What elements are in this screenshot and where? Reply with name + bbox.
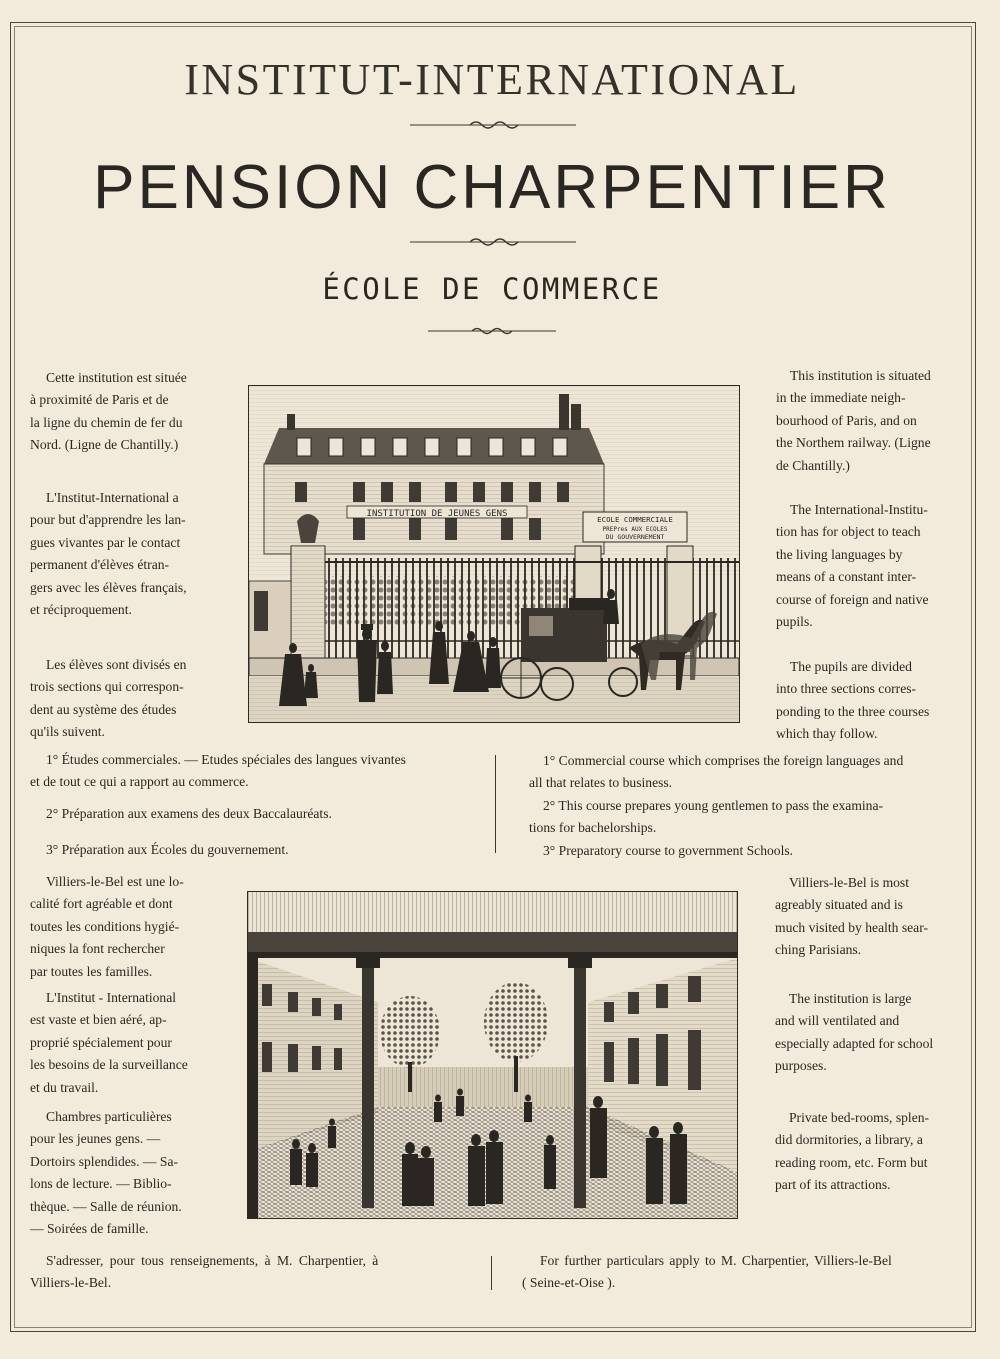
- ornament-rule-1: [410, 118, 576, 132]
- line: est vaste et bien aéré, ap-: [30, 1012, 167, 1028]
- line: agreably situated and is: [775, 897, 903, 913]
- left-rooms-text: [30, 1106, 212, 1240]
- line: and will ventilated and: [775, 1013, 900, 1029]
- contact-english: [522, 1250, 958, 1295]
- line: par toutes les familles.: [30, 963, 153, 979]
- line: tion has for object to teach: [776, 524, 921, 540]
- line: L'Institut-International a: [46, 490, 179, 505]
- engraving-building-facade: [248, 385, 740, 723]
- line: The institution is large: [789, 991, 912, 1006]
- right-purpose-text: [776, 499, 958, 633]
- line: bourhood of Paris, and on: [776, 412, 917, 428]
- sign-right-line-2: PREPres AUX ECOLES: [602, 526, 668, 533]
- ornament-rule-2: [410, 235, 576, 249]
- line: lons de lecture. — Biblio-: [30, 1176, 172, 1192]
- contact-french: [30, 1250, 460, 1295]
- line: trois sections qui correspon-: [30, 679, 184, 695]
- course-fr-1-line-2: et de tout ce qui a rapport au commerce.: [30, 774, 249, 790]
- course-fr-3: 3° Préparation aux Écoles du gouvernement.: [46, 842, 289, 858]
- subtitle: ÉCOLE DE COMMERCE: [322, 272, 662, 306]
- course-en-1-line-1: 1° Commercial course which comprises the foreign languages and: [543, 753, 904, 768]
- right-villiers-text: [775, 872, 957, 962]
- title-top: INSTITUT-INTERNATIONAL: [184, 55, 800, 104]
- contact-fr-line-1: S'adresser, pour tous renseignements, à M. Charpentier, à: [46, 1253, 379, 1268]
- line: Cette institution est située: [46, 370, 187, 385]
- line: et réciproquement.: [30, 602, 132, 618]
- left-building-text: [30, 987, 212, 1099]
- contact-divider: [491, 1256, 492, 1290]
- sign-right-line-3: DU GOUVERNEMENT: [605, 533, 665, 541]
- line: proprié spécialement pour: [30, 1034, 172, 1050]
- line: which thay follow.: [776, 726, 878, 742]
- line: — Soirées de famille.: [30, 1221, 149, 1237]
- line: especially adapted for school: [775, 1035, 934, 1051]
- line: calité fort agréable et dont: [30, 896, 173, 912]
- course-fr-1-line-1: 1° Études commerciales. — Etudes spéciales des langues vivantes: [46, 752, 406, 767]
- right-rooms-text: [775, 1107, 957, 1197]
- line: much visited by health sear-: [775, 919, 928, 935]
- line: Dortoirs splendides. — Sa-: [30, 1153, 179, 1169]
- line: permanent d'élèves étran-: [30, 557, 170, 573]
- line: thèque. — Salle de réunion.: [30, 1198, 182, 1214]
- line: pupils.: [776, 614, 813, 630]
- line: Villiers-le-Bel is most: [789, 875, 910, 890]
- line: Les élèves sont divisés en: [46, 657, 187, 672]
- sign-right-line-1: ECOLE COMMERCIALE: [597, 515, 673, 524]
- right-building-text: [775, 988, 957, 1078]
- line: The International-Institu-: [790, 502, 928, 517]
- right-location-text: [776, 365, 958, 477]
- line: the living languages by: [776, 546, 903, 562]
- line: Nord. (Ligne de Chantilly.): [30, 437, 179, 453]
- line: means of a constant inter-: [776, 569, 917, 585]
- courses-french: [30, 749, 470, 862]
- line: reading room, etc. Form but: [775, 1154, 928, 1170]
- course-fr-2: 2° Préparation aux examens des deux Baccalauréats.: [46, 805, 332, 821]
- line: did dormitories, a library, a: [775, 1132, 923, 1148]
- right-sections-text: [776, 656, 958, 746]
- left-location-text: [30, 367, 212, 457]
- engraving-building-svg: [249, 386, 739, 722]
- line: les besoins de la surveillance: [30, 1057, 188, 1073]
- line: Villiers-le-Bel est une lo-: [46, 874, 184, 889]
- line: toutes les conditions hygié-: [30, 918, 180, 934]
- line: in the immediate neigh-: [776, 390, 906, 406]
- line: ponding to the three courses: [776, 703, 930, 719]
- course-en-1-line-2: all that relates to business.: [529, 775, 673, 791]
- line: the Northem railway. (Ligne: [776, 435, 931, 451]
- line: qu'ils suivent.: [30, 724, 105, 740]
- line: part of its attractions.: [775, 1177, 891, 1193]
- left-purpose-text: [30, 487, 212, 621]
- course-en-3: 3° Preparatory course to government Schools.: [543, 842, 794, 858]
- sign-left-text: INSTITUTION DE JEUNES GENS: [366, 509, 508, 519]
- course-en-2-line-1: 2° This course prepares young gentlemen to pass the examina-: [543, 797, 884, 813]
- line: pour but d'apprendre les lan-: [30, 512, 186, 528]
- line: la ligne du chemin de fer du: [30, 414, 183, 430]
- line: purposes.: [775, 1058, 827, 1074]
- line: gers avec les élèves français,: [30, 579, 187, 595]
- line: course of foreign and native: [776, 591, 929, 607]
- course-divider: [495, 755, 496, 853]
- line: into three sections corres-: [776, 681, 917, 697]
- ornament-rule-3: [428, 324, 556, 338]
- left-villiers-text: [30, 871, 212, 983]
- line: dent au système des études: [30, 701, 177, 717]
- courses-english: [529, 750, 957, 862]
- line: gues vivantes par le contact: [30, 534, 181, 550]
- line: niques la font rechercher: [30, 941, 165, 957]
- line: L'Institut - International: [46, 990, 177, 1005]
- course-en-2-line-2: tions for bachelorships.: [529, 820, 657, 836]
- line: This institution is situated: [790, 368, 931, 383]
- line: et du travail.: [30, 1079, 99, 1095]
- line: à proximité de Paris et de: [30, 392, 169, 408]
- left-sections-text: [30, 654, 212, 744]
- line: The pupils are divided: [790, 659, 912, 674]
- line: ching Parisians.: [775, 942, 862, 958]
- contact-fr-line-2: Villiers-le-Bel.: [30, 1275, 112, 1291]
- line: Chambres particulières: [46, 1109, 172, 1124]
- contact-en-line-2: ( Seine-et-Oise ).: [522, 1275, 616, 1291]
- line: de Chantilly.): [776, 457, 850, 473]
- line: pour les jeunes gens. —: [30, 1131, 161, 1147]
- engraving-courtyard-svg: [248, 892, 737, 1218]
- title-main: PENSION CHARPENTIER: [93, 153, 891, 222]
- contact-en-line-1: For further particulars apply to M. Charpentier, Villiers-le-Bel: [540, 1253, 892, 1268]
- engraving-courtyard: [247, 891, 738, 1219]
- line: Private bed-rooms, splen-: [789, 1110, 930, 1125]
